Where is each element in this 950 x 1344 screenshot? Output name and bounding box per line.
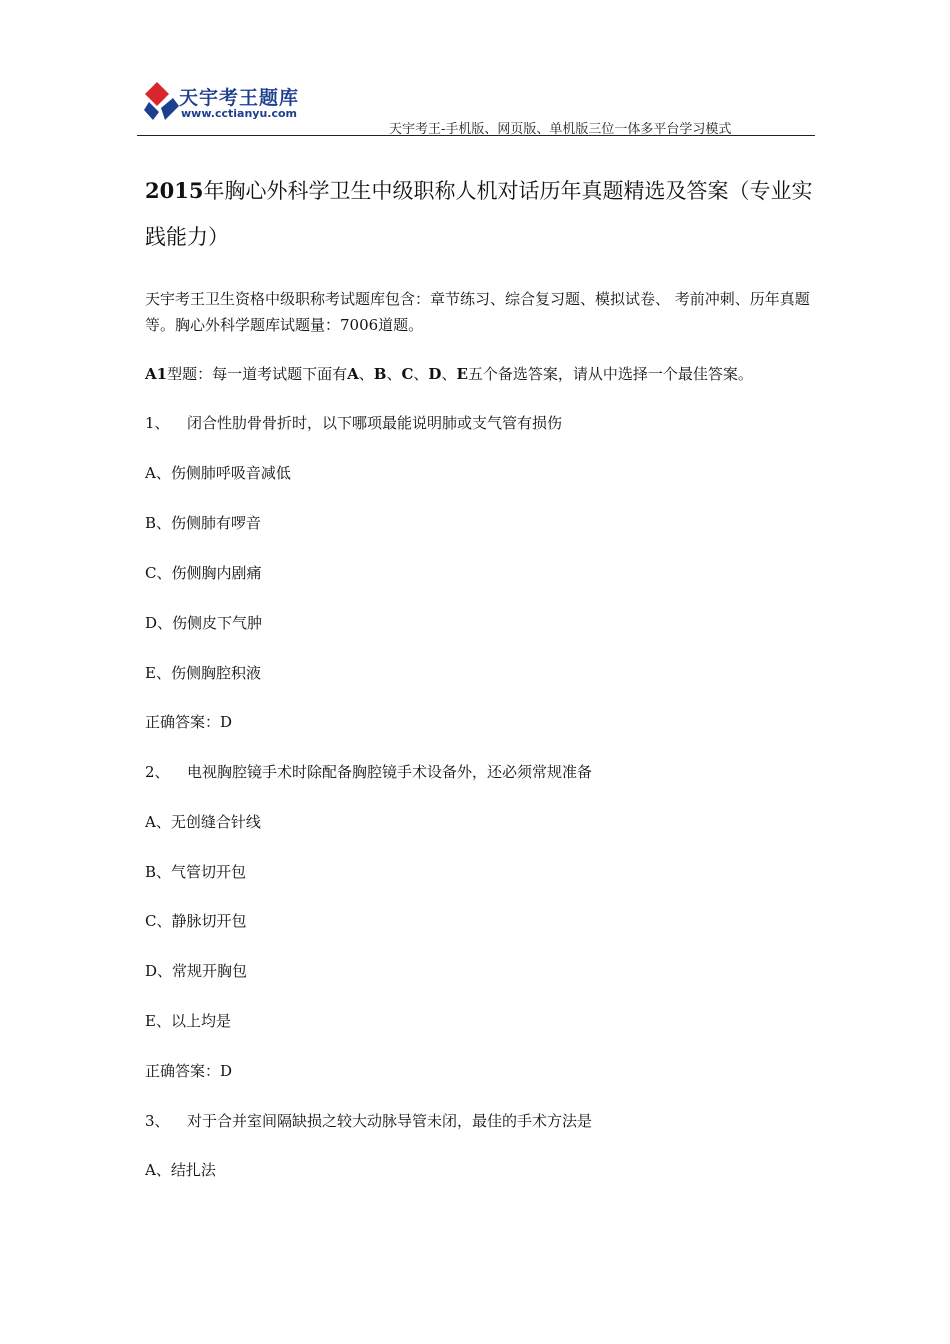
question-number: 3、	[145, 1112, 170, 1130]
question-number: 1、	[145, 414, 170, 432]
answer-1: 正确答案：D	[145, 713, 233, 731]
letter-c: C	[401, 365, 414, 383]
question-number: 2、	[145, 763, 170, 781]
option-1c: C、伤侧胸内剧痛	[145, 564, 262, 582]
instruction-text-end: 五个备选答案，请从中选择一个最佳答案。	[467, 365, 753, 383]
question-text: 对于合并室间隔缺损之较大动脉导管未闭，最佳的手术方法是	[187, 1112, 593, 1130]
question-3	[145, 1111, 592, 1131]
page-header	[0, 0, 950, 140]
intro-paragraph: 天宇考王卫生资格中级职称考试题库包含：章节练习、综合复习题、模拟试卷、 考前冲刺、历年真题等。胸心外科学题库试题量：7006道题。	[145, 290, 810, 334]
brand-name: 天宇考王题库	[179, 87, 300, 109]
header-divider	[137, 135, 815, 136]
option-2e: E、以上均是	[145, 1012, 231, 1030]
option-1d: D、伤侧皮下气肿	[145, 614, 263, 632]
title-text: 年胸心外科学卫生中级职称人机对话历年真题精选及答案（专业实践能力）	[145, 179, 813, 249]
sep: 、	[441, 365, 457, 383]
sep: 、	[386, 365, 402, 383]
letter-d: D	[428, 365, 442, 383]
sep: 、	[413, 365, 429, 383]
option-1b: B、伤侧肺有啰音	[145, 514, 262, 532]
question-text: 闭合性肋骨骨折时，以下哪项最能说明肺或支气管有损伤	[187, 414, 563, 432]
question-1	[145, 413, 562, 433]
option-3a: A、结扎法	[145, 1161, 216, 1179]
type-label: A1	[145, 365, 168, 383]
option-2c: C、静脉切开包	[145, 912, 247, 930]
letter-b: B	[373, 365, 387, 383]
document-title	[145, 168, 815, 260]
instruction-text: 型题：每一道考试题下面有	[167, 365, 348, 383]
letter-a: A	[347, 365, 359, 383]
brand-logo	[143, 80, 313, 126]
brand-url: www.cctianyu.com	[181, 107, 298, 120]
title-year: 2015	[145, 178, 204, 203]
answer-2: 正确答案：D	[145, 1062, 233, 1080]
logo-mark-icon	[143, 80, 183, 126]
option-1e: E、伤侧胸腔积液	[145, 664, 261, 682]
option-2b: B、气管切开包	[145, 863, 247, 881]
letter-e: E	[456, 365, 468, 383]
option-2d: D、常规开胸包	[145, 962, 248, 980]
option-2a: A、无创缝合针线	[145, 813, 261, 831]
question-type-instruction	[145, 364, 753, 384]
question-2	[145, 762, 592, 782]
question-text: 电视胸腔镜手术时除配备胸腔镜手术设备外，还必须常规准备	[187, 763, 593, 781]
sep: 、	[358, 365, 374, 383]
option-1a: A、伤侧肺呼吸音减低	[145, 464, 291, 482]
header-tagline: 天宇考王-手机版、网页版、单机版三位一体多平台学习模式	[389, 122, 732, 137]
